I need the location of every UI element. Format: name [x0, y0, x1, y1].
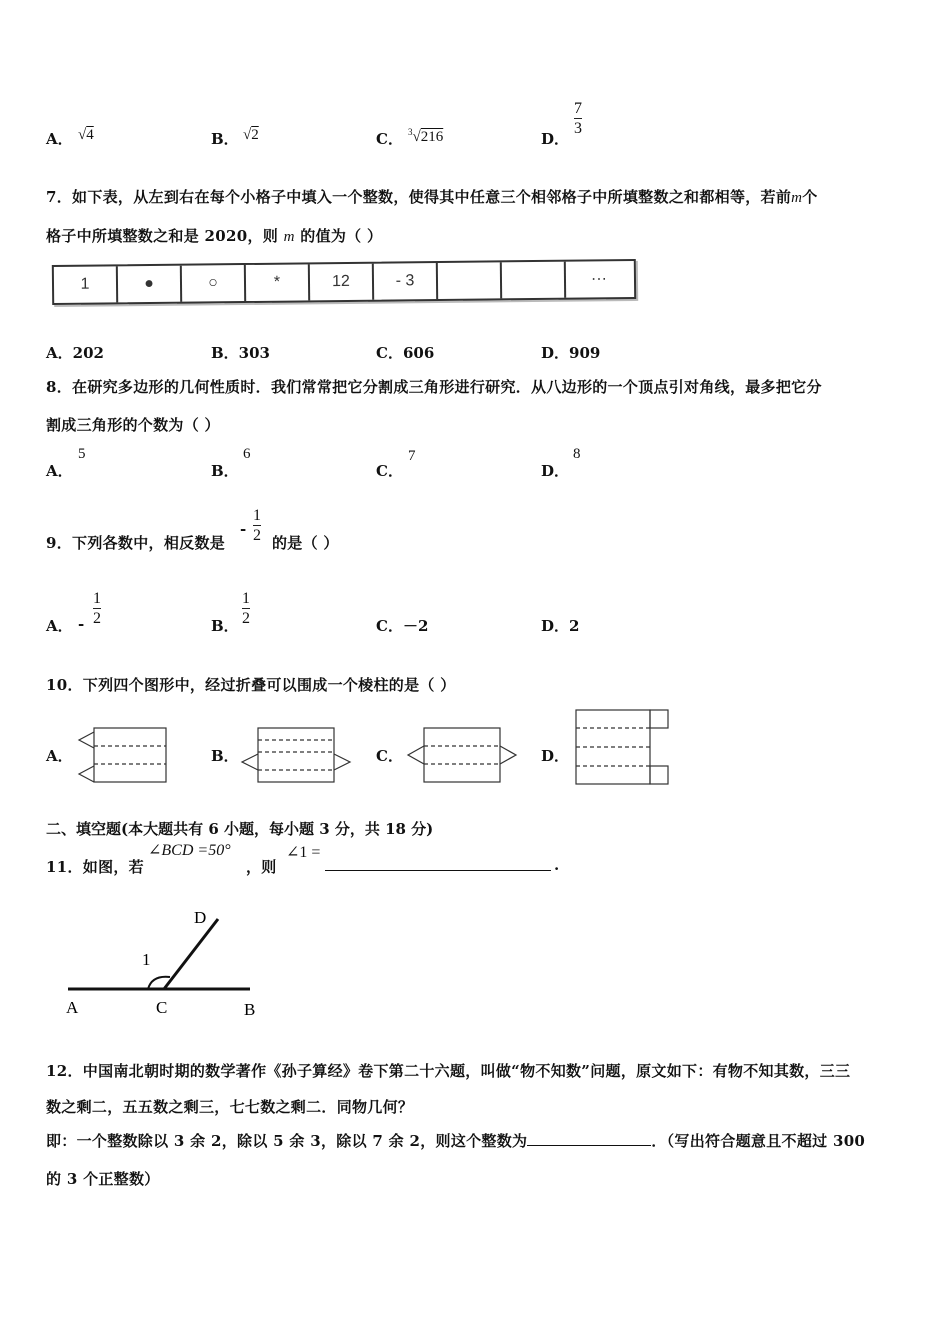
q11-answer-blank[interactable] — [325, 856, 551, 871]
q6-option-d-fraction: 7 3 — [574, 100, 582, 137]
q9-option-a-label: A． — [46, 617, 73, 635]
table-cell: 1 — [54, 266, 118, 303]
q8-options — [46, 446, 746, 480]
q6-options — [46, 100, 646, 154]
q7-line2: 格子中所填整数之和是 2020，则 m 的值为（ ） — [46, 227, 383, 245]
q10-figures — [46, 706, 686, 790]
q11-angle-bcd: ∠BCD =50° — [148, 842, 231, 859]
q7-option-a: A．202 — [46, 344, 104, 362]
q10-figure-d — [574, 706, 674, 788]
q7-number-table — [52, 259, 636, 305]
q6-option-b-label: B． — [211, 130, 239, 148]
table-cell: * — [246, 264, 310, 301]
q11-text: 11．如图，若 — [46, 858, 144, 876]
q9-fraction: 1 2 — [253, 507, 261, 544]
table-cell: ··· — [590, 270, 608, 288]
q12-line3: 即：一个整数除以 3 余 2，除以 5 余 3，除以 7 余 2，则这个整数为 ．（写出符合题意且不超过 300 — [46, 1132, 866, 1150]
q11-angle-1: ∠1 = — [286, 844, 321, 861]
q10-option-b-label: B． — [211, 747, 239, 765]
q7-option-b: B．303 — [211, 344, 270, 362]
table-cell — [502, 262, 566, 299]
table-cell — [438, 262, 502, 299]
label-b: B — [244, 1000, 256, 1019]
q10-question: 10．下列四个图形中，经过折叠可以围成一个棱柱的是（ ） — [46, 676, 456, 694]
q7-option-d: D．909 — [541, 344, 601, 362]
q6-option-a-label: A． — [46, 130, 73, 148]
q8-option-d-label: D． — [541, 462, 570, 480]
q8-option-c-label: C． — [376, 462, 403, 480]
q11-period: . — [554, 856, 560, 874]
q6-option-b-value: √2 — [243, 127, 259, 143]
q8-option-a-label: A． — [46, 462, 73, 480]
q9-option-d: D．2 — [541, 617, 580, 635]
q11-angle-figure — [60, 905, 270, 1025]
q6-option-c-value: $^3$√216 — [408, 127, 444, 145]
label-1: 1 — [142, 950, 151, 969]
q9-option-b-fraction: 1 2 — [242, 590, 250, 627]
q10-figure-a — [74, 726, 174, 786]
section-2-title: 二、填空题(本大题共有 6 小题，每小题 3 分，共 18 分) — [46, 820, 434, 838]
q6-option-c-label: C． — [376, 130, 403, 148]
label-a: A — [66, 998, 79, 1017]
q9-question — [46, 506, 546, 556]
table-cell: 12 — [310, 264, 374, 301]
q8-option-a-value: 5 — [78, 446, 86, 462]
q9-option-a-fraction: 1 2 — [93, 590, 101, 627]
q8-line1: 8．在研究多边形的几何性质时．我们常常把它分割成三角形进行研究．从八边形的一个顶点引对角线，最多把它分 — [46, 378, 822, 396]
q8-option-b-label: B． — [211, 462, 239, 480]
q7-line1: 7．如下表，从左到右在每个小格子中填入一个整数，使得其中任意三个相邻格子中所填整数之和都相等，若前m个 — [46, 188, 818, 206]
q9-options — [46, 590, 746, 640]
q10-figure-c — [404, 726, 524, 786]
q8-option-d-value: 8 — [573, 446, 581, 462]
q6-option-d-label: D． — [541, 130, 570, 148]
q12-line2: 数之剩二，五五数之剩三，七七数之剩二．同物几何？ — [46, 1098, 414, 1116]
q9-option-b-label: B． — [211, 617, 239, 635]
q11-question — [46, 840, 646, 880]
q9-text: 9．下列各数中，相反数是 — [46, 534, 226, 552]
q6-option-a-value: √4 — [78, 127, 94, 143]
q10-option-d-label: D． — [541, 747, 570, 765]
q8-line2: 割成三角形的个数为（ ） — [46, 416, 220, 434]
q10-figure-b — [238, 726, 358, 786]
q7-option-c: C．606 — [376, 344, 435, 362]
q12-line4: 的 3 个正整数） — [46, 1170, 160, 1188]
table-cell: - 3 — [374, 263, 438, 300]
q12-answer-blank[interactable] — [527, 1131, 651, 1146]
table-cell: ● — [118, 266, 182, 303]
q11-text-mid: ，则 — [246, 858, 277, 876]
q9-text-end: 的是（ ） — [272, 534, 339, 552]
q10-option-a-label: A． — [46, 747, 73, 765]
label-c: C — [156, 998, 168, 1017]
table-cell: ○ — [182, 265, 246, 302]
q10-option-c-label: C． — [376, 747, 403, 765]
label-d: D — [194, 908, 207, 927]
q7-options — [46, 342, 746, 362]
q9-option-c: C．－2 — [376, 617, 429, 635]
q9-minus: - — [240, 520, 247, 538]
q8-option-c-value: 7 — [408, 448, 416, 464]
q9-option-a-minus: - — [78, 615, 85, 633]
q12-line1: 12．中国南北朝时期的数学著作《孙子算经》卷下第二十六题，叫做“物不知数”问题，原文如下：有物不知其数，三三 — [46, 1062, 851, 1080]
q8-option-b-value: 6 — [243, 446, 251, 462]
